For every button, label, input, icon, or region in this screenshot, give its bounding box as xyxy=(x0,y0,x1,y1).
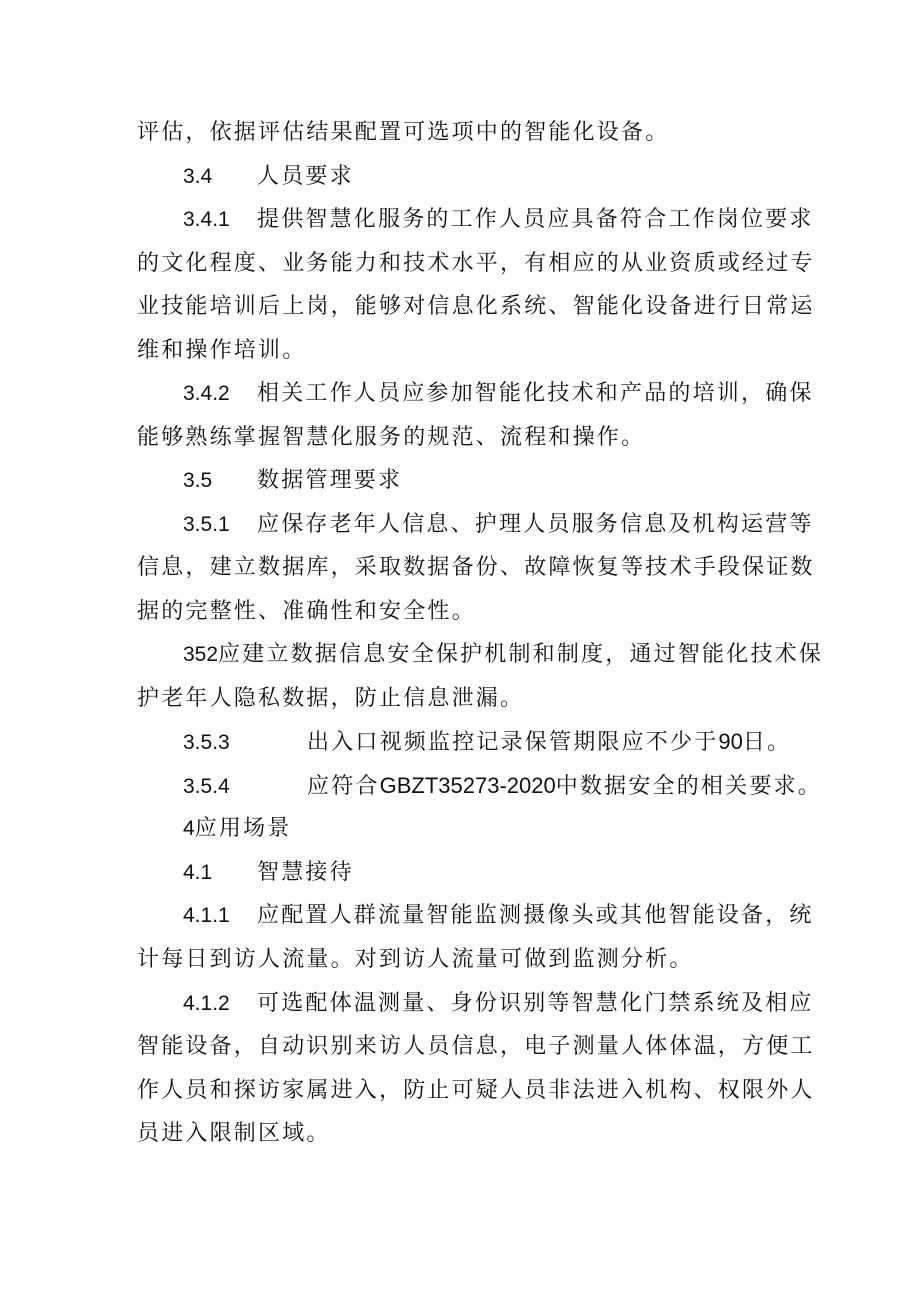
text: 相关工作人员应参加智能化技术和产品的培训，确保 xyxy=(257,381,814,406)
section-heading-4 xyxy=(183,814,793,844)
clause-3-5-1-line1 xyxy=(183,510,814,540)
section-heading-3-4 xyxy=(183,162,793,192)
text: 提供智慧化服务的工作人员应具备符合工作岗位要求 xyxy=(257,207,814,232)
clause-3-4-1-line1 xyxy=(183,205,814,235)
text: 应保存老年人信息、护理人员服务信息及机构运营等 xyxy=(257,512,814,537)
paragraph-line xyxy=(137,292,815,322)
section-number: 3.4 xyxy=(183,165,213,188)
clause-number: 3.4.2 xyxy=(183,382,230,405)
text: 智能设备，自动识别来访人员信息，电子测量人体体温，方便工 xyxy=(137,1034,815,1059)
text: 应配置人群流量智能监测摄像头或其他智能设备，统 xyxy=(257,903,814,928)
clause-number: 3.5.3 xyxy=(183,731,230,754)
paragraph-line xyxy=(137,553,815,583)
paragraph-line xyxy=(137,1119,797,1149)
clause-number: 4.1.2 xyxy=(183,992,230,1015)
clause-number: 3.5.1 xyxy=(183,513,230,536)
section-heading-3-5 xyxy=(183,466,793,496)
section-number: 3.5 xyxy=(183,469,213,492)
text: 评估，依据评估结果配置可选项中的智能化设备。 xyxy=(137,120,670,145)
section-title: 人员要求 xyxy=(257,164,354,189)
paragraph-line xyxy=(137,945,797,975)
text: 能够熟练掌握智慧化服务的规范、流程和操作。 xyxy=(137,425,646,450)
text: 计每日到访人流量。对到访人流量可做到监测分析。 xyxy=(137,947,694,972)
text: 应建立数据信息安全保护机制和制度，通过智能化技术保 xyxy=(218,642,824,667)
text: 据的完整性、准确性和安全性。 xyxy=(137,599,476,624)
clause-4-1-1-line1 xyxy=(183,901,814,931)
text: 护老年人隐私数据，防止信息泄漏。 xyxy=(137,686,525,711)
section-number: 4.1 xyxy=(183,861,213,884)
text: 中数据安全的相关要求。 xyxy=(555,774,822,799)
paragraph-line xyxy=(137,336,797,366)
clause-number: 3.5.4 xyxy=(183,775,230,798)
paragraph-line xyxy=(137,249,815,279)
standard-code: GBZT35273-2020 xyxy=(379,773,556,798)
text: 可选配体温测量、身份识别等智慧化门禁系统及相应 xyxy=(257,991,814,1016)
clause-4-1-2-line1 xyxy=(183,989,814,1019)
text: 出入口视频监控记录保管期限应不少于 xyxy=(307,730,719,755)
clause-3-5-4 xyxy=(183,771,822,802)
section-title: 数据管理要求 xyxy=(257,468,403,493)
clause-3-4-2-line1 xyxy=(183,379,814,409)
text: 员进入限制区域。 xyxy=(137,1121,331,1146)
paragraph-line xyxy=(137,423,797,453)
text: 维和操作培训。 xyxy=(137,338,307,363)
section-heading-4-1 xyxy=(183,858,793,888)
section-title: 应用场景 xyxy=(194,816,292,841)
paragraph-line xyxy=(137,1032,815,1062)
paragraph-line xyxy=(137,1076,815,1106)
clause-3-5-3 xyxy=(183,727,793,758)
paragraph-line xyxy=(137,684,797,714)
text: 应符合 xyxy=(307,774,380,799)
paragraph-line xyxy=(137,597,797,627)
clause-number: 352 xyxy=(183,643,219,666)
clause-3-5-2-line1 xyxy=(183,640,824,670)
paragraph-line xyxy=(137,118,797,148)
text: 的文化程度、业务能力和技术水平，有相应的从业资质或经过专 xyxy=(137,251,815,276)
section-title: 智慧接待 xyxy=(257,860,354,885)
text: 业技能培训后上岗，能够对信息化系统、智能化设备进行日常运 xyxy=(137,294,815,319)
number-value: 90 xyxy=(718,729,743,754)
text: 日。 xyxy=(742,730,792,755)
text: 信息，建立数据库，采取数据备份、故障恢复等技术手段保证数 xyxy=(137,555,815,580)
text: 作人员和探访家属进入，防止可疑人员非法进入机构、权限外人 xyxy=(137,1078,815,1103)
section-number: 4 xyxy=(183,817,195,840)
clause-number: 4.1.1 xyxy=(183,904,230,927)
clause-number: 3.4.1 xyxy=(183,208,230,231)
